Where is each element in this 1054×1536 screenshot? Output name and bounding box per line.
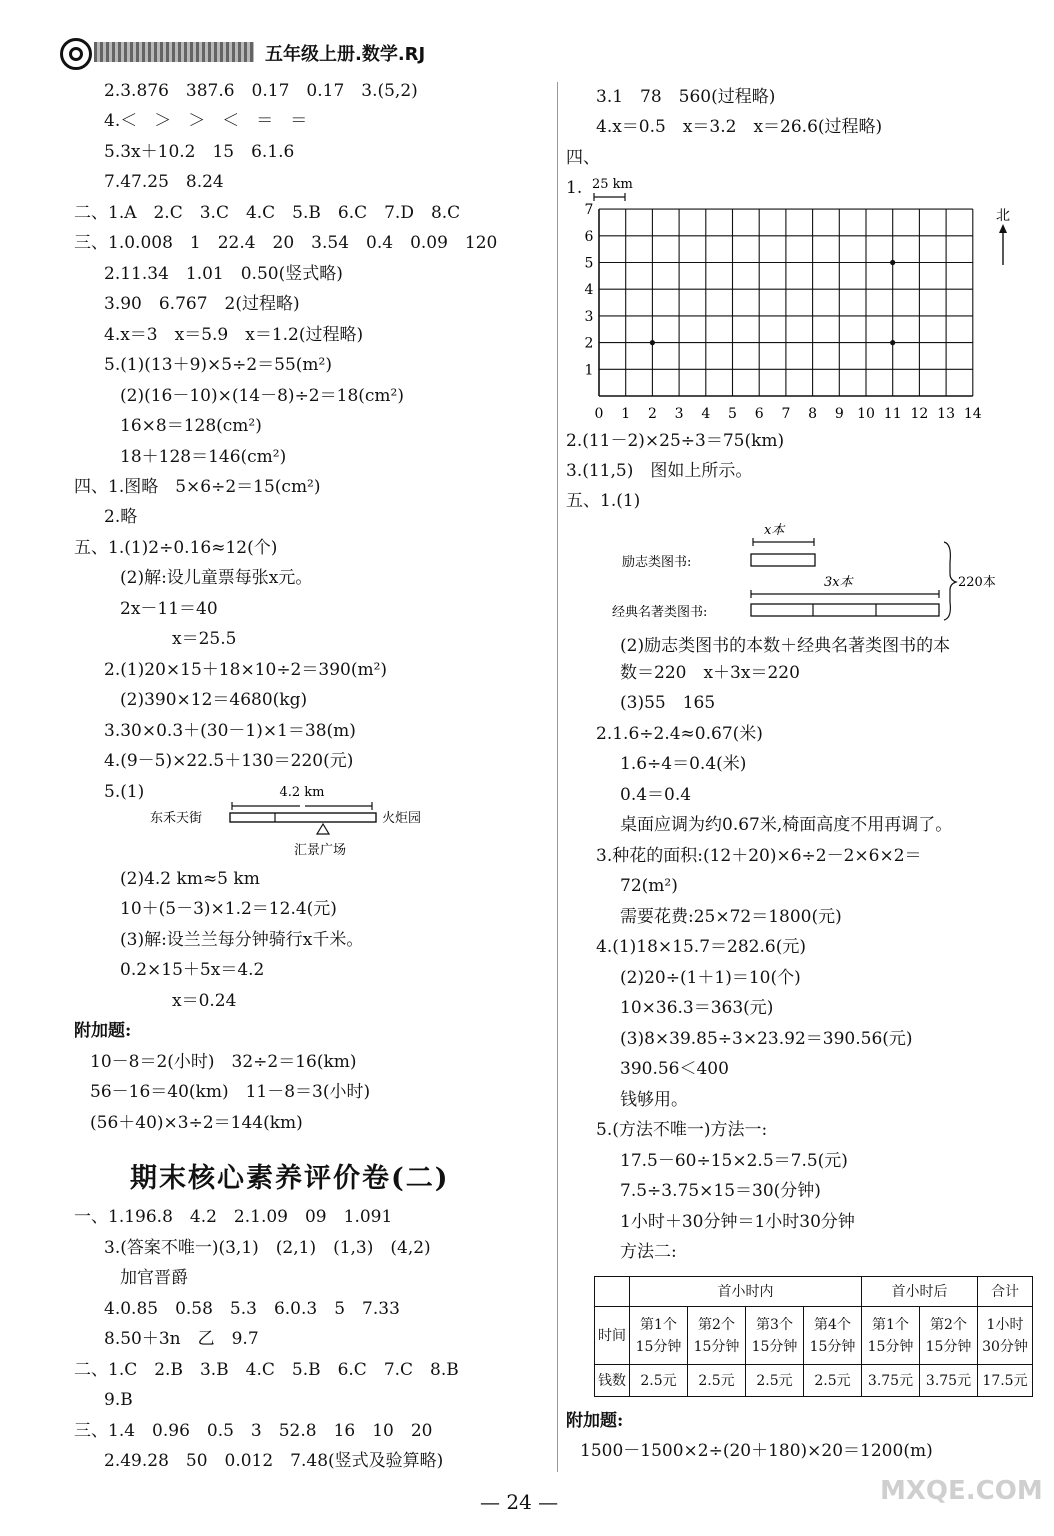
grid-point xyxy=(650,340,655,345)
x-tick-label: 4 xyxy=(701,406,711,422)
answer-line: 56－16＝40(km) 11－8＝3(小时) xyxy=(90,1082,371,1102)
table-cell: 第1个 15分钟 xyxy=(630,1307,688,1365)
answer-line: 一、1.196.8 4.2 2.1.09 09 1.091 xyxy=(74,1207,393,1227)
north-arrow-icon xyxy=(999,224,1007,233)
answer-line: (56＋40)×3÷2＝144(km) xyxy=(90,1113,303,1133)
answer-line: 10×36.3＝363(元) xyxy=(620,998,774,1018)
answer-line: 五、1.(1) xyxy=(566,491,641,511)
y-tick-label: 4 xyxy=(584,282,594,299)
answer-line: 390.56＜400 xyxy=(620,1059,729,1079)
answer-line: 四、1.图略 5×6÷2＝15(cm²) xyxy=(74,477,321,497)
y-tick-label: 6 xyxy=(584,228,594,245)
answer-line: 9.B xyxy=(104,1390,133,1410)
x-tick-label: 11 xyxy=(883,406,902,422)
table-cell: 2.5元 xyxy=(804,1365,862,1397)
y-tick-label: 7 xyxy=(584,202,594,219)
answer-line: 4.x＝0.5 x＝3.2 x＝26.6(过程略) xyxy=(596,117,883,137)
answer-line: 10－8＝2(小时) 32÷2＝16(km) xyxy=(90,1052,357,1072)
x-tick-label: 5 xyxy=(728,406,737,422)
answer-line: 3.1 78 560(过程略) xyxy=(596,87,776,107)
table-row-label: 时间 xyxy=(595,1307,630,1365)
answer-line: (2)(16－10)×(14－8)÷2＝18(cm²) xyxy=(120,386,404,406)
table-cell: 2.5元 xyxy=(630,1365,688,1397)
answer-line: 7.47.25 8.24 xyxy=(104,172,224,192)
answer-line: 17.5－60÷15×2.5＝7.5(元) xyxy=(620,1151,848,1171)
scale-label: 25 km xyxy=(592,177,633,192)
answer-line: 0.2×15＋5x＝4.2 xyxy=(120,960,265,980)
x-tick-label: 13 xyxy=(937,406,956,422)
answer-line: (2)4.2 km≈5 km xyxy=(120,869,260,889)
coordinate-grid xyxy=(580,170,1020,425)
answer-line: 1. xyxy=(566,178,583,198)
answer-line: 10＋(5－3)×1.2＝12.4(元) xyxy=(120,899,337,919)
bonus-heading: 附加题: xyxy=(566,1411,624,1431)
brand-logo-icon xyxy=(60,38,92,70)
x-tick-label: 0 xyxy=(594,406,604,422)
page-header xyxy=(60,36,426,68)
y-tick-label: 5 xyxy=(584,255,594,272)
top-bar-label: x本 xyxy=(764,523,785,538)
route-start-label: 东禾天街 xyxy=(150,811,203,826)
table-corner-cell xyxy=(595,1277,630,1307)
north-label: 北 xyxy=(996,208,1010,224)
answer-line: 三、1.0.008 1 22.4 20 3.54 0.4 0.09 120 xyxy=(74,233,498,253)
x-tick-label: 10 xyxy=(857,406,875,422)
answer-line: 3.30×0.3＋(30－1)×1＝38(m) xyxy=(104,721,356,741)
answer-line: x＝25.5 xyxy=(172,629,237,649)
answer-line: 2.3.876 387.6 0.17 0.17 3.(5,2) xyxy=(104,81,418,101)
y-tick-label: 1 xyxy=(584,362,594,379)
answer-line: 加官晋爵 xyxy=(120,1268,188,1288)
x-tick-label: 8 xyxy=(808,406,818,422)
answer-line: 5.(方法不唯一)方法一: xyxy=(596,1120,768,1140)
answer-line: 桌面应调为约0.67米,椅面高度不用再调了。 xyxy=(620,815,953,835)
answer-line: (2)励志类图书的本数＋经典名著类图书的本 xyxy=(620,636,951,656)
answer-line: 2.(11－2)×25÷3＝75(km) xyxy=(566,431,785,451)
answer-line: 四、 xyxy=(566,148,600,168)
answer-line: 数＝220 x＋3x＝220 xyxy=(620,663,800,683)
answer-line: 2.(1)20×15＋18×10÷2＝390(m²) xyxy=(104,660,388,680)
x-tick-label: 1 xyxy=(621,406,631,422)
table-cell: 2.5元 xyxy=(746,1365,804,1397)
table-row-label: 钱数 xyxy=(595,1365,630,1397)
total-label: 220本 xyxy=(958,575,996,590)
row1-label: 励志类图书: xyxy=(622,555,692,570)
table-header-total: 合计 xyxy=(978,1277,1033,1307)
brand-banner xyxy=(94,42,254,62)
table-cell: 第3个 15分钟 xyxy=(746,1307,804,1365)
x-tick-label: 9 xyxy=(834,406,844,422)
section-title: 期末核心素养评价卷(二) xyxy=(130,1163,450,1194)
answer-line: 0.4＝0.4 xyxy=(620,785,692,805)
answer-line: 4.＜ ＞ ＞ ＜ ＝ ＝ xyxy=(104,111,308,131)
answer-line: x＝0.24 xyxy=(172,991,237,1011)
answer-line: 五、1.(1)2÷0.16≈12(个) xyxy=(74,538,278,558)
answer-line: (3)55 165 xyxy=(620,693,716,713)
answer-line: (2)390×12＝4680(kg) xyxy=(120,690,308,710)
answer-line: 需要花费:25×72＝1800(元) xyxy=(620,907,842,927)
answer-line: (3)8×39.85÷3×23.92＝390.56(元) xyxy=(620,1029,913,1049)
table-cell: 1小时 30分钟 xyxy=(978,1307,1033,1365)
y-tick-label: 3 xyxy=(584,308,594,325)
answer-line: 4.(9－5)×22.5＋130＝220(元) xyxy=(104,751,354,771)
x-tick-label: 2 xyxy=(647,406,657,422)
table-cell: 17.5元 xyxy=(978,1365,1033,1397)
answer-line: 72(m²) xyxy=(620,876,678,896)
grid-point xyxy=(890,260,895,265)
watermark: MXQE.COM xyxy=(880,1476,1043,1506)
answer-line: 5.(1) xyxy=(104,782,145,802)
answer-line: 5.3x＋10.2 15 6.1.6 xyxy=(104,142,295,162)
book-title: 五年级上册.数学.RJ xyxy=(265,44,426,65)
table-header-after-hour: 首小时后 xyxy=(862,1277,978,1307)
route-distance-label: 4.2 km xyxy=(279,785,325,800)
x-tick-label: 7 xyxy=(781,406,791,422)
answer-line: 三、1.4 0.96 0.5 3 52.8 16 10 20 xyxy=(74,1421,433,1441)
table-cell: 第2个 15分钟 xyxy=(920,1307,978,1365)
answer-line: 二、1.A 2.C 3.C 4.C 5.B 6.C 7.D 8.C xyxy=(74,203,461,223)
table-cell: 第2个 15分钟 xyxy=(688,1307,746,1365)
page-number: — 24 — xyxy=(480,1490,559,1514)
answer-line: 4.0.85 0.58 5.3 6.0.3 5 7.33 xyxy=(104,1299,400,1319)
answer-line: (2)20÷(1＋1)＝10(个) xyxy=(620,968,801,988)
answer-line: 16×8＝128(cm²) xyxy=(120,416,262,436)
y-tick-label: 2 xyxy=(584,335,594,352)
answer-line: 2.1.6÷2.4≈0.67(米) xyxy=(596,724,763,744)
x-tick-label: 14 xyxy=(963,406,982,422)
answer-line: 18＋128＝146(cm²) xyxy=(120,447,287,467)
answer-line: 方法二: xyxy=(620,1242,677,1262)
answer-line: 8.50＋3n 乙 9.7 xyxy=(104,1329,259,1349)
mid-bar-label: 3x本 xyxy=(824,575,853,590)
route-diagram xyxy=(150,780,450,860)
x-tick-label: 3 xyxy=(674,406,684,422)
table-cell: 第4个 15分钟 xyxy=(804,1307,862,1365)
answer-line: 2.49.28 50 0.012 7.48(竖式及验算略) xyxy=(104,1451,444,1471)
fee-table xyxy=(594,1276,1033,1397)
answer-line: 钱够用。 xyxy=(620,1090,688,1110)
answer-line: 3.(答案不唯一)(3,1) (2,1) (1,3) (4,2) xyxy=(104,1238,431,1258)
answer-line: (3)解:设兰兰每分钟骑行x千米。 xyxy=(120,930,364,950)
book-bar-diagram xyxy=(612,518,1032,630)
answer-line: 3.90 6.767 2(过程略) xyxy=(104,294,300,314)
route-midpoint-label: 汇景广场 xyxy=(294,843,347,858)
answer-line: 2.略 xyxy=(104,507,138,527)
table-header-first-hour: 首小时内 xyxy=(630,1277,862,1307)
answer-line: 3.种花的面积:(12＋20)×6÷2－2×6×2＝ xyxy=(596,846,922,866)
answer-line: 2.11.34 1.01 0.50(竖式略) xyxy=(104,264,343,284)
answer-line: 5.(1)(13＋9)×5÷2＝55(m²) xyxy=(104,355,332,375)
answer-line: 1小时＋30分钟＝1小时30分钟 xyxy=(620,1212,855,1232)
answer-line: 3.(11,5) 图如上所示。 xyxy=(566,461,753,481)
answer-line: 1.6÷4＝0.4(米) xyxy=(620,754,747,774)
table-cell: 2.5元 xyxy=(688,1365,746,1397)
answer-line: 4.x＝3 x＝5.9 x＝1.2(过程略) xyxy=(104,325,364,345)
answer-line: 二、1.C 2.B 3.B 4.C 5.B 6.C 7.C 8.B xyxy=(74,1360,459,1380)
x-tick-label: 12 xyxy=(910,406,929,422)
row2-label: 经典名著类图书: xyxy=(612,605,708,620)
answer-line: 2x－11＝40 xyxy=(120,599,218,619)
table-cell: 3.75元 xyxy=(920,1365,978,1397)
answer-line: 4.(1)18×15.7＝282.6(元) xyxy=(596,937,806,957)
x-tick-label: 6 xyxy=(754,406,764,422)
answer-line: (2)解:设儿童票每张x元。 xyxy=(120,568,313,588)
table-cell: 第1个 15分钟 xyxy=(862,1307,920,1365)
grid-point xyxy=(890,340,895,345)
column-divider xyxy=(557,82,558,1472)
answer-line: 7.5÷3.75×15＝30(分钟) xyxy=(620,1181,821,1201)
bonus-heading: 附加题: xyxy=(74,1021,132,1041)
table-cell: 3.75元 xyxy=(862,1365,920,1397)
route-end-label: 火炬园 xyxy=(382,811,422,826)
answer-line: 1500－1500×2÷(20＋180)×20＝1200(m) xyxy=(580,1441,933,1461)
